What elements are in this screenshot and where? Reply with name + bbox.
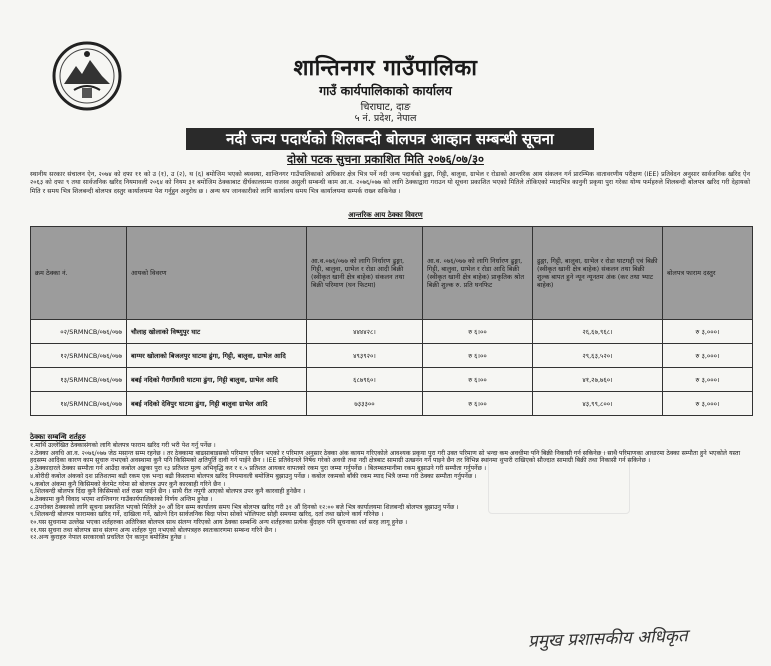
table-row xyxy=(31,392,753,416)
list-item: ४.बोरीदी कबोल अंकको दश प्रतिशतमा बढी रकम एक भन्दा बढी किस्तामा बोलपत्र खरिद नियमावली बमोजिम बुझाउनु पर्नेछ । कबोल रकमको बाँकी रकम म्याद भित्रै जम्मा गरी ठेक्का सम्पौता गर्नुपर्नेछ । xyxy=(30,472,477,480)
rate-cell: रु ६।०० xyxy=(423,368,533,392)
tender-number: १२/SRMNCB/०७६/०७७ xyxy=(31,344,127,368)
quantity-cell: ७३३३०० xyxy=(307,392,423,416)
table-row xyxy=(31,320,753,344)
rate-cell: रु ६।०० xyxy=(423,344,533,368)
tender-number: ०२/SRMNCB/०७६/०७७ xyxy=(31,320,127,344)
form-fee-cell: रु ३,०००। xyxy=(663,344,753,368)
list-item: ६.शिलबन्दी बोलपत्र दिंदा कुनै किसिमको शर्त राख्न पाईने छैन । साथै रीत नपुगी आएको बोलपत्र उपर कुनै कारवाही हुनेछैन । xyxy=(30,488,306,496)
income-description: चौलाह खोलाको विष्णुपुर घाट xyxy=(127,320,307,344)
header-income-details: आयको विवरण xyxy=(127,227,307,320)
quantity-cell: ४९३९२०। xyxy=(307,344,423,368)
header-rate: आ.व. ०७६/०७७ को लागि निर्धारण ढुङ्गा, गिट्टी, बालुवा, ग्राभेल र रोडा आदि बिक्री (स्वीकृत खानी क्षेत्र बाहेक) प्राकृतिक श्रोत बिक्री शुल्क रु. प्रति घनफिट xyxy=(423,227,533,320)
list-item: २.ठेक्का अवधि आ.व. २०७६/०७७ जेठ मसान्त सम्म रहनेछ । तर ठेक्कामा बाढसाबाडसको परिमाण एकिन भएको र परिमाण अनुसार ठेक्का अंक कायम गरिएकोले आवश्यक प्रकृया पुरा गरी उक्त परिमाण सो भन्दा कम अवधीमा पनि बिक्री निकासी गर्न सकिनेछ । साथै परिमाणका आधारमा ठेक्का सम्पौता हुने भएकोले यस्ता हदसम्म आदिका कारण काम सुचारु नभएको अवस्थामा कुनै पनि किसिमको क्षतिपूर्ति दावी गर्न पाईने छैन । IEE प्रतिवेदनले निषेध गरेको अवधी तथा नदी क्षेत्रबाट सामाग्री उत्खनन गर्न पाइने छैन तर विभिन्न स्थानमा थुपारी राखिएको सौज्दात सामाग्री बिक्री तथा निकासी गर्न सकिनेछ । xyxy=(30,449,741,465)
table-row xyxy=(31,344,753,368)
rate-cell: रु ६।०० xyxy=(423,392,533,416)
notice-publish-date: दोस्रो पटक सुचना प्रकाशित मिति २०७६/०७/३० xyxy=(287,152,484,166)
office-location: चिराघाट, दाङ xyxy=(360,102,411,113)
form-fee-cell: रु ३,०००। xyxy=(663,320,753,344)
income-description: बबई नदिको देविपुर घाटमा ढुंगा, गिट्टी बालुवा ग्राभेल आदि xyxy=(127,392,307,416)
list-item: १.मार्थि उल्लेखित ठेक्कासंगको लागि बोलपत्र फाराम खरिद गरी भरी पेश गर्नु पर्नेछ । xyxy=(30,442,216,449)
minimum-amount-cell: ४३,९९,८००। xyxy=(533,392,663,416)
quantity-cell: ६८७९६०। xyxy=(307,368,423,392)
header-minimum-amount: ढुङ्गा, गिट्टी, बालुवा, ग्राभेल र रोडा घाटगद्दी एवं बिक्री (स्वीकृत खानी क्षेत्र बाहेक) संकलन तथा बिक्री शुल्क बापत हुने न्यून न्यूनतम अंक (कर तथा भ्याट बाहेक) xyxy=(533,227,663,320)
header-quantity: आ.व.०७६/०७७ को लागि निर्धारण ढुङ्गा, गिट्टी, बालुवा, ग्राभेल र रोडा आदी बिक्री (स्वीकृत खानी क्षेत्र बाहेक) संकलन तथा बिक्री परिमाण (घन फिटमा) xyxy=(307,227,423,320)
income-description: बाग्मर खोलाको बिजलपुर घाटमा ढुंगा, गिट्टी, बालुवा, ग्राभेल आदि xyxy=(127,344,307,368)
minimum-amount-cell: २९,६३,५२०। xyxy=(533,344,663,368)
income-description: बबई नदिको गैरागाँवारी घाटमा ढुंगा, गिट्टी बालुवा, ग्राभेल आदि xyxy=(127,368,307,392)
form-fee-cell: रु ३,०००। xyxy=(663,392,753,416)
table-caption: आन्तरिक आय ठेक्का विवरण xyxy=(348,211,423,219)
list-item: ९.शिलबन्दी बोलपत्र फारामका खरिद गर्ने, दाखिला गर्ने, खोल्ने दिन सार्वजनिक बिदा परेमा सोको भोलिपल्ट सोही समयमा खरिद, दर्ता तथा खोल्ने कार्य गरिनेछ । xyxy=(30,511,384,519)
list-item: १०.यस सुचनामा उल्लेख भएका शर्तहरुका अतिरिक्त बोलपत्र साथ संलग्न गरिएको आय ठेक्का सम्बन्धि अन्य शर्तहरुका प्रत्येक बुँदाहरु पनि सूचनाका शर्त सरह लागू हुनेछ । xyxy=(30,519,408,527)
header-serial: क्रम ठेक्का नं. xyxy=(31,227,127,320)
tender-table xyxy=(30,226,753,416)
header-form-fee: बोलपत्र फाराम दस्तुर xyxy=(663,227,753,320)
table-header-row xyxy=(31,227,753,320)
rate-cell: रु ६।०० xyxy=(423,320,533,344)
list-item: ५.कबोल अंकमा कुनै किसिमको केरमेट गरेमा सो बोलपत्र उपर कुनै कारबाही गरिने छैन । xyxy=(30,480,226,488)
office-name: गाउँ कार्यपालिकाको कार्यालय xyxy=(319,83,452,98)
quantity-cell: ४४४४२८। xyxy=(307,320,423,344)
form-fee-cell: रु ३,०००। xyxy=(663,368,753,392)
table-row xyxy=(31,368,753,392)
list-item: ३.ठेक्कादारले ठेक्का सम्पौता गर्न आउँदा कबोल अङ्कका पुरा १३ प्रतिशत मुल्य अभिवृद्धि कर र १.५ प्रतिशत आयकर वापतको रकम पुरा जम्मा गर्नुपर्नेछ । बिलम्बतमानीमा रकम बुझाउने गरी सम्पौता गर्नुपर्नेछ । xyxy=(30,465,487,473)
province-name: ५ नं. प्रदेश, नेपाल xyxy=(354,113,417,124)
tender-number: १४/SRMNCB/०७६/०७७ xyxy=(31,392,127,416)
minimum-amount-cell: २६,६७,९६८। xyxy=(533,320,663,344)
minimum-amount-cell: ४१,२७,७६०। xyxy=(533,368,663,392)
list-item: १२.अन्य कुराहरु नेपाल सरकारको प्रचलित ऐन कानुन बमोजिम हुनेछ । xyxy=(30,534,186,542)
list-item: ८.उपरोक्त ठेक्काको लागि सूचना प्रकाशित भएको मितिले ३० औं दिन सम्म कार्यालय समय भित्र बोलपत्र खरिद गरी ३१ औं दिनको १२:०० बजे भित्र कार्यालयमा शिलबन्दी बोलपत्र बुझाउनु पर्नेछ । xyxy=(30,503,459,511)
tender-number: १३/SRMNCB/०७६/०७७ xyxy=(31,368,127,392)
intro-paragraph: स्थानीय सरकार संचालन ऐन, २०७४ को दफा ११ को उ (१), उ (२), थ (६) बमोजिम भएको ब्यवस्था, शान्तिनगर गाउँपालिकाको अधिकार क्षेत्र भित्र पर्ने नदी जन्य पदार्थको ढुङ्गा, गिट्टी, बालुवा, ग्राभेल र रोडाको आन्तरिक आय संकलन गर्न प्रारम्भिक वातावरणीय परीक्षण (IEE) प्रतिवेदन अनुसार सार्वजनिक खरिद ऐन २०६३ को दफा ९ तथा सार्वजनिक खरिद नियमावली २०६४ को नियम ३१ बमोजिम ठेक्काबाट दीर्घकालसम्म राजस्व असुली सम्बन्धी काम आ.व. २०७६/०७७ को लागि ठेक्काद्वारा गराउन यो सूचना प्रकाशित भएको मितिले तोकिएको म्यादभित्र कानुनी प्रकृया पुरा गरेका योग्य फर्महरुले शिलबन्दी बोलपत्र खरिद गरी देहायको मिति र समय भित्र शिलबन्दी बोलपत्र दस्तुर कार्यालयमा पेश गर्नुहुन अनुरोध छ । अन्य थप जानकारीको लागि कार्यालय समय भित्र कार्यालयमा सम्पर्क राख्न सकिनेछ । xyxy=(30,171,750,195)
list-item: ७.ठेक्कामा कुनै विवाद भएमा शान्तिनगर गाउँकार्यपालिकाको निर्णय अन्तिम हुनेछ । xyxy=(30,495,213,503)
terms-title: ठेक्का सम्बन्धि शर्तहरु xyxy=(30,433,86,441)
org-title: शान्तिनगर गाउँपालिका xyxy=(293,55,478,81)
terms-list xyxy=(30,442,752,542)
list-item: ११.यस सुचना तथा बोलपत्र साथ संलग्न अन्य शर्तहरु पुरा नभएको बोलपत्रहरु स्वतःकारणमा सम्बन्ध गरिने छैन । xyxy=(30,526,277,534)
signature-officer: प्रमुख प्रशासकीय अधिकृत xyxy=(527,626,688,652)
notice-banner-title: नदी जन्य पदार्थको शिलबन्दी बोलपत्र आव्हान सम्बन्धी सूचना xyxy=(186,128,594,150)
